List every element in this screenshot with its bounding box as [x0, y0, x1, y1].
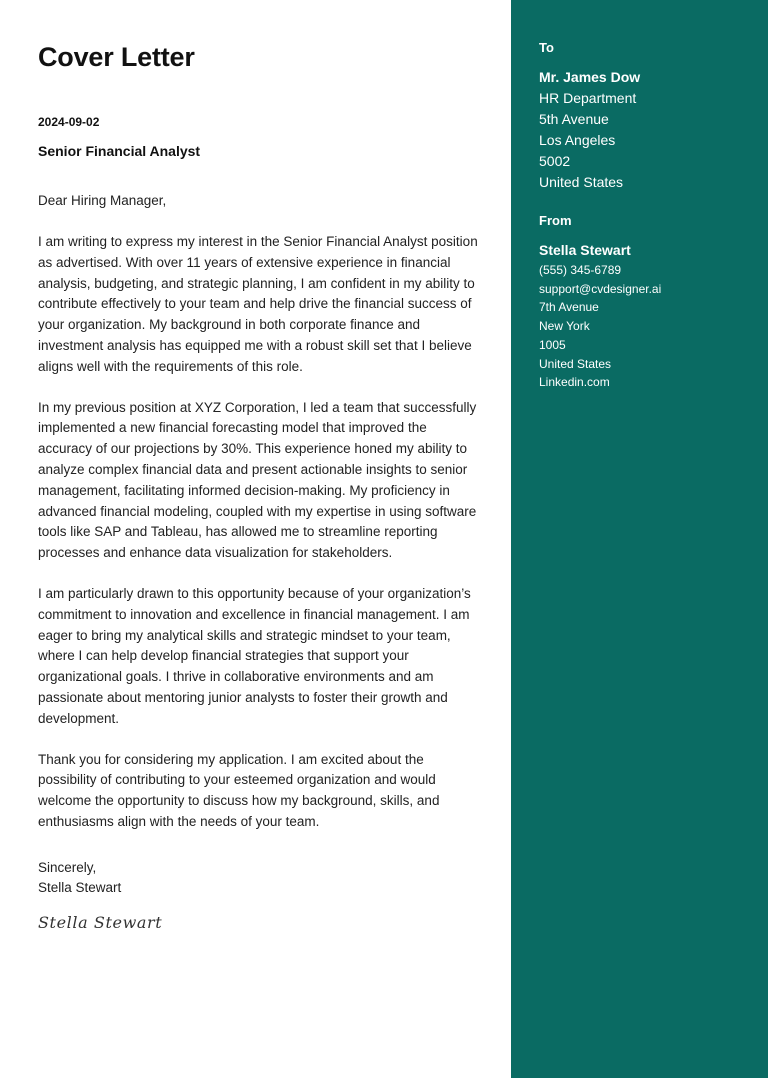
from-label: From — [539, 213, 572, 228]
letter-date: 2024-09-02 — [38, 115, 100, 129]
recipient-city: Los Angeles — [539, 132, 616, 148]
greeting: Dear Hiring Manager, — [38, 193, 167, 208]
recipient-name: Mr. James Dow — [539, 69, 641, 85]
sender-phone: (555) 345-6789 — [539, 263, 622, 277]
sender-block — [539, 240, 661, 392]
recipient-zip: 5002 — [539, 153, 571, 169]
closing-name: Stella Stewart — [38, 880, 122, 895]
signature-image — [38, 910, 168, 938]
to-label: To — [539, 40, 554, 55]
letter-body — [38, 232, 483, 853]
paragraph-4: Thank you for considering my application. I am excited about the possibility of contributing to your esteemed organization and would welcome the opportunity to discuss how my background, skills, and enthusiasms align with the needs of your team. — [38, 751, 440, 829]
paragraph-3: I am particularly drawn to this opportunity because of your organization’s commitment to innovation and excellence in financial management. I am eager to bring my analytical skills and strategic mindset to your team, where I can help develop financial strategies that support your organizational goals. I thrive in collaborative environments and am passionate about mentoring junior analysts to foster their growth and development. — [38, 585, 471, 726]
recipient-department: HR Department — [539, 90, 637, 106]
sender-zip: 1005 — [539, 337, 566, 352]
recipient-country: United States — [539, 174, 624, 190]
sender-city: New York — [539, 319, 590, 334]
sender-street: 7th Avenue — [539, 300, 599, 315]
recipient-block — [539, 67, 640, 193]
sender-country: United States — [539, 356, 612, 371]
sender-linkedin: Linkedin.com — [539, 375, 610, 390]
page-title: Cover Letter — [38, 42, 195, 72]
closing-phrase: Sincerely, — [38, 860, 97, 875]
position-title: Senior Financial Analyst — [38, 143, 201, 159]
sender-name: Stella Stewart — [539, 242, 631, 258]
handwritten-signature — [38, 910, 168, 943]
svg-text:Stella Stewart: Stella Stewart — [38, 913, 163, 932]
sender-email: support@cvdesigner.ai — [539, 281, 662, 296]
paragraph-2: In my previous position at XYZ Corporation, I led a team that successfully implemented a new financial forecasting model that improved the accuracy of our projections by 30%. This experience honed my ability to analyze complex financial data and present actionable insights to senior management, facilitating informed decision-making. My proficiency in advanced financial modeling, coupled with my expertise in using software tools like SAP and Tableau, has allowed me to streamline reporting processes and enhance data visualization for stakeholders. — [38, 399, 477, 561]
closing-block — [38, 858, 121, 898]
contact-sidebar — [511, 0, 768, 1078]
recipient-street: 5th Avenue — [539, 111, 609, 127]
paragraph-1: I am writing to express my interest in the Senior Financial Analyst position as advertised. With over 11 years of extensive experience in financial analysis, budgeting, and strategic planning, I am confident in my ability to contribute effectively to your team and help drive the financial success of your organization. My background in both corporate finance and investment analysis has equipped me with a robust skill set that I believe aligns well with the requirements of this role. — [38, 234, 478, 374]
